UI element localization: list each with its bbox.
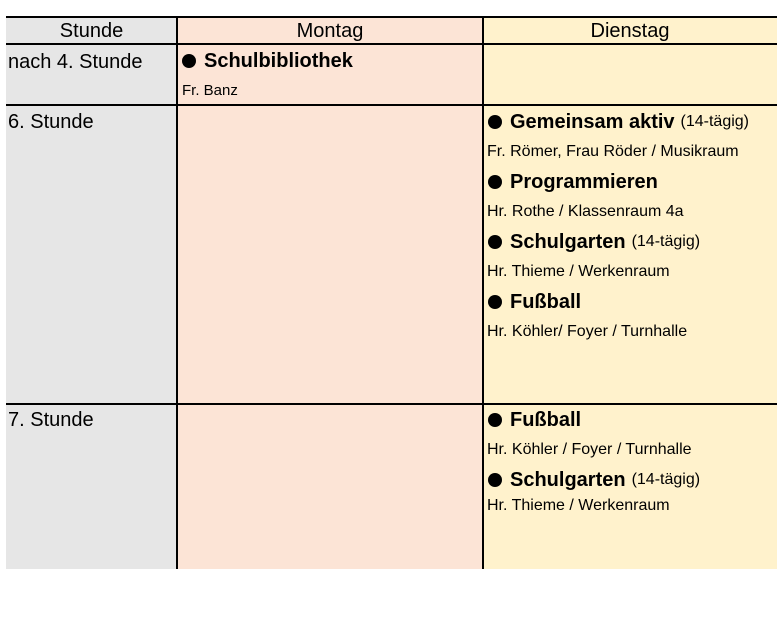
course-teacher: Hr. Thieme / Werkenraum: [487, 263, 670, 280]
course-entry: [484, 287, 776, 317]
course-teacher: Hr. Thieme / Werkenraum: [487, 497, 670, 514]
course-name: Programmieren: [510, 170, 658, 193]
bullet-icon: [488, 295, 502, 309]
course-entry: [484, 167, 776, 197]
course-entry: [179, 46, 479, 76]
dienstag-cell-2: [484, 107, 776, 347]
header-stunde: Stunde: [6, 16, 177, 45]
course-teacher: Hr. Rothe / Klassenraum 4a: [487, 203, 684, 220]
course-entry: [484, 107, 776, 137]
course-name: Schulgarten: [510, 230, 626, 253]
course-teacher: Fr. Römer, Frau Röder / Musikraum: [487, 143, 739, 160]
course-name: Fußball: [510, 290, 582, 313]
course-entry: [484, 465, 776, 495]
montag-cell-1: [179, 46, 479, 106]
timetable: [6, 16, 777, 569]
course-frequency: (14-tägig): [680, 113, 750, 130]
bullet-icon: [488, 175, 502, 189]
course-teacher: Fr. Banz: [182, 82, 238, 99]
bullet-icon: [488, 473, 502, 487]
row-label-3: 7. Stunde: [8, 409, 94, 431]
bullet-icon: [488, 413, 502, 427]
bullet-icon: [488, 115, 502, 129]
stunde-column-bg: [6, 16, 177, 569]
bullet-icon: [182, 54, 196, 68]
divider-stunde-montag: [176, 16, 178, 569]
course-name: Gemeinsam aktiv: [510, 110, 675, 133]
course-frequency: (14-tägig): [631, 233, 701, 250]
course-teacher: Hr. Köhler / Foyer / Turnhalle: [487, 441, 692, 458]
dienstag-cell-3: [484, 405, 776, 517]
course-name: Schulbibliothek: [204, 49, 353, 72]
row-label-1: nach 4. Stunde: [8, 51, 143, 73]
course-name: Fußball: [510, 408, 582, 431]
course-name: Schulgarten: [510, 468, 626, 491]
bullet-icon: [488, 235, 502, 249]
course-teacher: Hr. Köhler/ Foyer / Turnhalle: [487, 323, 688, 340]
header-dienstag: Dienstag: [483, 16, 777, 45]
course-entry: [484, 405, 776, 435]
header-montag: Montag: [177, 16, 483, 45]
course-entry: [484, 227, 776, 257]
row-label-2: 6. Stunde: [8, 111, 94, 133]
course-frequency: (14-tägig): [631, 471, 701, 488]
